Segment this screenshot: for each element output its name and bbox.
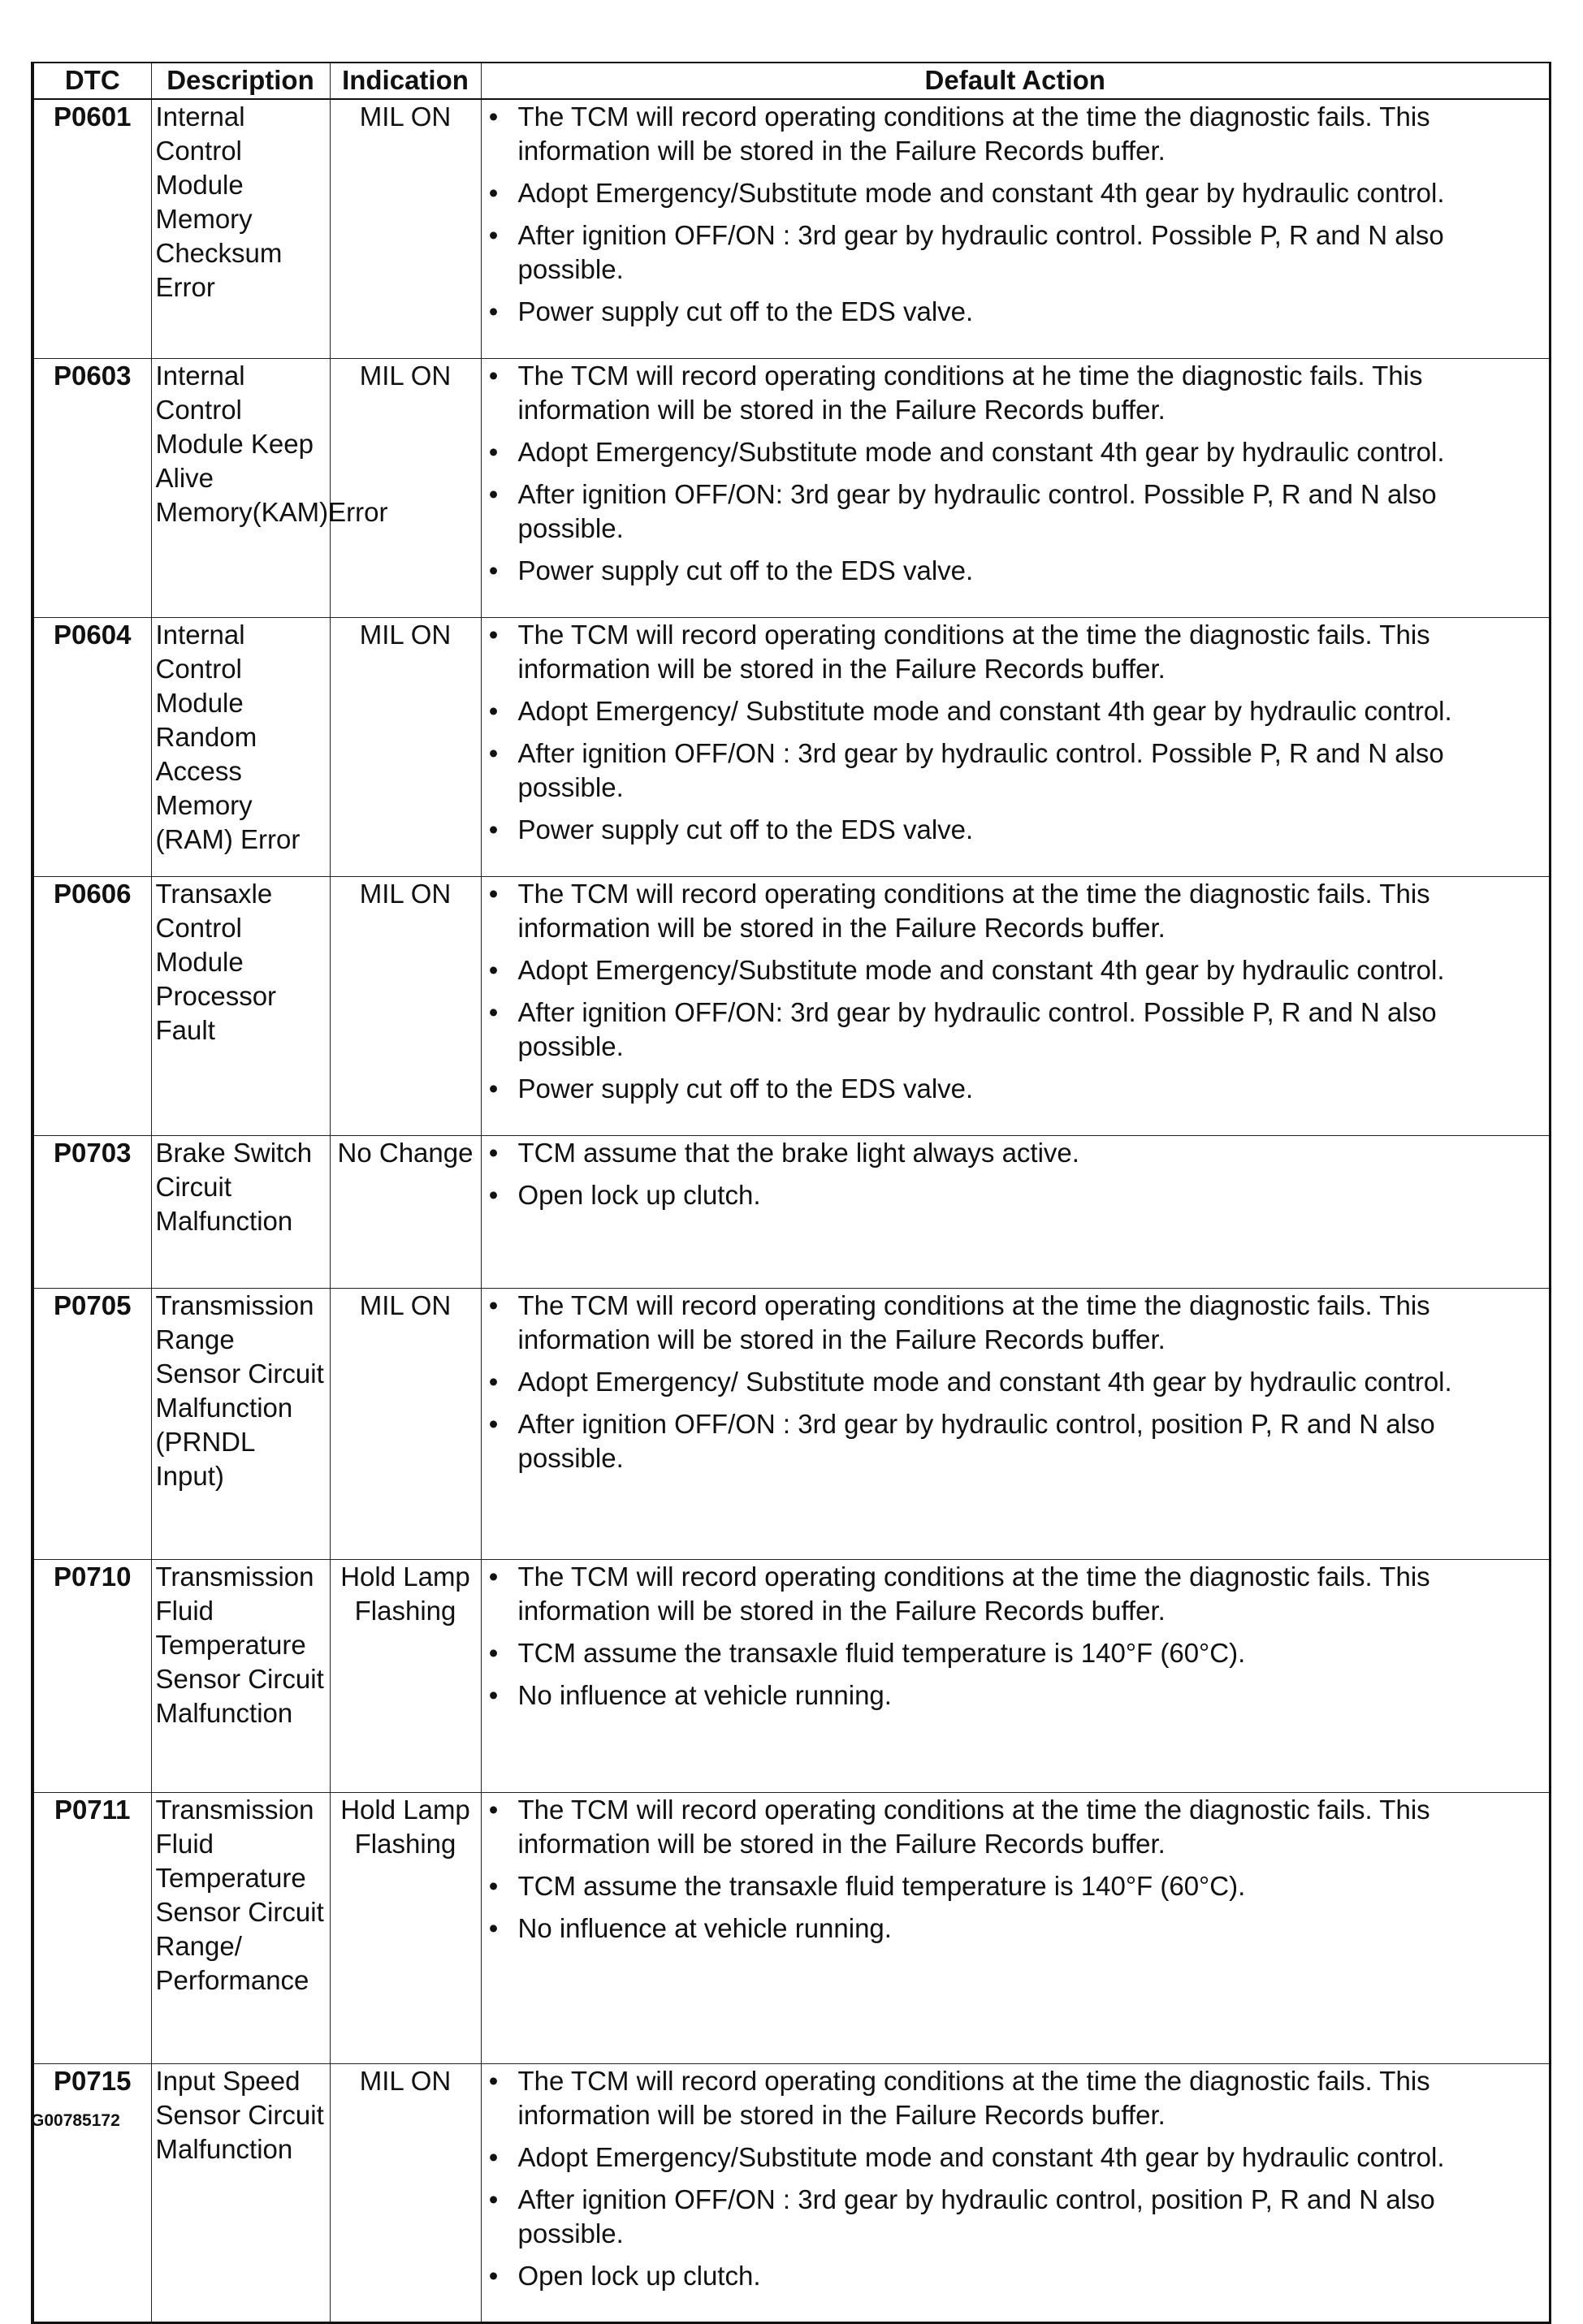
- default-action-cell: [481, 2063, 1551, 2322]
- action-item: [486, 1072, 1546, 1106]
- action-text: After ignition OFF/ON: 3rd gear by hydraulic control. Possible P, R and N also possible.: [517, 478, 1437, 543]
- action-text: TCM assume the transaxle fluid temperature is 140°F (60°C).: [517, 1870, 1246, 1901]
- description-cell: Transmission Range Sensor Circuit Malfunction (PRNDL Input): [151, 1288, 330, 1559]
- action-item: [486, 2140, 1546, 2175]
- action-text: The TCM will record operating conditions at the time the diagnostic fails. This information will be stored in the Failure Records buffer.: [517, 619, 1430, 684]
- dtc-cell: P0703: [32, 1135, 151, 1288]
- action-text: Adopt Emergency/ Substitute mode and constant 4th gear by hydraulic control.: [517, 695, 1452, 726]
- action-item: [486, 1793, 1546, 1861]
- action-item: [486, 1560, 1546, 1628]
- indication-cell: No Change: [330, 1135, 481, 1288]
- default-action-cell: [481, 1559, 1551, 1792]
- action-text: After ignition OFF/ON : 3rd gear by hydraulic control, position P, R and N also possible.: [517, 1408, 1435, 1473]
- indication-cell: MIL ON: [330, 876, 481, 1135]
- bullet-icon: •: [488, 360, 499, 391]
- action-text: After ignition OFF/ON : 3rd gear by hydraulic control. Possible P, R and N also possible.: [517, 737, 1444, 802]
- action-item: [486, 996, 1546, 1064]
- action-item: [486, 953, 1546, 987]
- indication-cell: MIL ON: [330, 358, 481, 617]
- action-item: [486, 1178, 1546, 1212]
- bullet-icon: •: [488, 1408, 499, 1439]
- dtc-cell: P0711: [32, 1792, 151, 2063]
- default-action-cell: [481, 1288, 1551, 1559]
- bullet-icon: •: [488, 102, 499, 132]
- description-cell: Transmission Fluid Temperature Sensor Circuit Malfunction: [151, 1559, 330, 1792]
- figure-id: G00785172: [31, 2111, 120, 2130]
- indication-cell: MIL ON: [330, 2063, 481, 2322]
- bullet-icon: •: [488, 1073, 499, 1104]
- dtc-cell: P0604: [32, 617, 151, 876]
- action-text: No influence at vehicle running.: [517, 1679, 892, 1710]
- dtc-cell: P0710: [32, 1559, 151, 1792]
- bullet-icon: •: [488, 2065, 499, 2096]
- indication-cell: Hold Lamp Flashing: [330, 1792, 481, 2063]
- action-list: [486, 1793, 1546, 1946]
- bullet-icon: •: [488, 1679, 499, 1710]
- bullet-icon: •: [488, 737, 499, 768]
- default-action-cell: [481, 617, 1551, 876]
- action-list: [486, 100, 1546, 329]
- table-row: [32, 2063, 1551, 2322]
- description-cell: Internal Control Module Random Access Memory (RAM) Error: [151, 617, 330, 876]
- bullet-icon: •: [488, 1289, 499, 1320]
- table-header: [32, 63, 1551, 99]
- action-text: Open lock up clutch.: [517, 1179, 761, 1210]
- action-item: [486, 1407, 1546, 1475]
- bullet-icon: •: [488, 178, 499, 208]
- action-text: Power supply cut off to the EDS valve.: [517, 1073, 974, 1104]
- indication-cell: Hold Lamp Flashing: [330, 1559, 481, 1792]
- default-action-cell: [481, 1135, 1551, 1288]
- header-default-action: Default Action: [481, 63, 1551, 99]
- header-row: [32, 63, 1551, 99]
- action-text: Adopt Emergency/Substitute mode and constant 4th gear by hydraulic control.: [517, 178, 1445, 208]
- bullet-icon: •: [488, 296, 499, 326]
- action-list: [486, 1560, 1546, 1713]
- action-text: Adopt Emergency/Substitute mode and constant 4th gear by hydraulic control.: [517, 2141, 1445, 2172]
- action-item: [486, 2183, 1546, 2251]
- action-item: [486, 877, 1546, 945]
- action-item: [486, 694, 1546, 728]
- bullet-icon: •: [488, 2141, 499, 2172]
- bullet-icon: •: [488, 1179, 499, 1210]
- indication-cell: MIL ON: [330, 617, 481, 876]
- bullet-icon: •: [488, 878, 499, 909]
- description-cell: Brake Switch Circuit Malfunction: [151, 1135, 330, 1288]
- action-item: [486, 1678, 1546, 1713]
- table-row: [32, 1135, 1551, 1288]
- bullet-icon: •: [488, 1870, 499, 1901]
- action-item: [486, 218, 1546, 287]
- action-text: The TCM will record operating conditions at the time the diagnostic fails. This information will be stored in the Failure Records buffer.: [517, 1794, 1430, 1859]
- action-item: [486, 618, 1546, 686]
- action-text: The TCM will record operating conditions at the time the diagnostic fails. This information will be stored in the Failure Records buffer.: [517, 1289, 1430, 1354]
- bullet-icon: •: [488, 1366, 499, 1397]
- table-row: [32, 617, 1551, 876]
- dtc-cell: P0715: [32, 2063, 151, 2322]
- action-text: The TCM will record operating conditions at the time the diagnostic fails. This information will be stored in the Failure Records buffer.: [517, 878, 1430, 943]
- header-indication: Indication: [330, 63, 481, 99]
- bullet-icon: •: [488, 220, 499, 250]
- action-item: [486, 295, 1546, 329]
- action-item: [486, 1869, 1546, 1903]
- bullet-icon: •: [488, 478, 499, 509]
- description-cell: Transmission Fluid Temperature Sensor Circuit Range/ Performance: [151, 1792, 330, 2063]
- action-item: [486, 737, 1546, 805]
- default-action-cell: [481, 1792, 1551, 2063]
- bullet-icon: •: [488, 1561, 499, 1592]
- action-list: [486, 877, 1546, 1106]
- table-row: [32, 358, 1551, 617]
- bullet-icon: •: [488, 619, 499, 650]
- bullet-icon: •: [488, 555, 499, 585]
- action-item: [486, 359, 1546, 427]
- action-text: Adopt Emergency/Substitute mode and constant 4th gear by hydraulic control.: [517, 436, 1445, 467]
- default-action-cell: [481, 358, 1551, 617]
- action-item: [486, 435, 1546, 469]
- table-row: [32, 876, 1551, 1135]
- table-row: [32, 1792, 1551, 2063]
- action-text: Power supply cut off to the EDS valve.: [517, 296, 974, 326]
- bullet-icon: •: [488, 695, 499, 726]
- action-text: After ignition OFF/ON : 3rd gear by hydraulic control, position P, R and N also possible.: [517, 2184, 1435, 2248]
- bullet-icon: •: [488, 1794, 499, 1825]
- action-item: [486, 1136, 1546, 1170]
- action-item: [486, 1289, 1546, 1357]
- action-list: [486, 1289, 1546, 1475]
- bullet-icon: •: [488, 1637, 499, 1668]
- dtc-cell: P0603: [32, 358, 151, 617]
- action-item: [486, 1911, 1546, 1946]
- action-text: Power supply cut off to the EDS valve.: [517, 814, 974, 845]
- action-list: [486, 359, 1546, 588]
- action-item: [486, 1365, 1546, 1399]
- description-cell: Input Speed Sensor Circuit Malfunction: [151, 2063, 330, 2322]
- indication-cell: MIL ON: [330, 1288, 481, 1559]
- action-text: No influence at vehicle running.: [517, 1912, 892, 1943]
- action-text: After ignition OFF/ON : 3rd gear by hydraulic control. Possible P, R and N also possible.: [517, 220, 1444, 284]
- action-list: [486, 1136, 1546, 1212]
- bullet-icon: •: [488, 436, 499, 467]
- default-action-cell: [481, 876, 1551, 1135]
- action-list: [486, 2064, 1546, 2293]
- action-item: [486, 1636, 1546, 1670]
- action-text: TCM assume the transaxle fluid temperature is 140°F (60°C).: [517, 1637, 1246, 1668]
- action-text: The TCM will record operating conditions at the time the diagnostic fails. This information will be stored in the Failure Records buffer.: [517, 2065, 1430, 2130]
- default-action-cell: [481, 99, 1551, 358]
- table-row: [32, 1559, 1551, 1792]
- action-item: [486, 100, 1546, 168]
- dtc-table: [31, 62, 1551, 2324]
- header-dtc: DTC: [32, 63, 151, 99]
- action-text: Adopt Emergency/Substitute mode and constant 4th gear by hydraulic control.: [517, 954, 1445, 985]
- action-item: [486, 554, 1546, 588]
- bullet-icon: •: [488, 814, 499, 845]
- action-text: TCM assume that the brake light always active.: [517, 1137, 1079, 1168]
- bullet-icon: •: [488, 954, 499, 985]
- bullet-icon: •: [488, 1137, 499, 1168]
- action-text: Open lock up clutch.: [517, 2260, 761, 2291]
- dtc-cell: P0606: [32, 876, 151, 1135]
- action-item: [486, 813, 1546, 847]
- action-item: [486, 176, 1546, 210]
- action-text: Power supply cut off to the EDS valve.: [517, 555, 974, 585]
- description-cell: Internal Control Module Memory Checksum Error: [151, 99, 330, 358]
- action-list: [486, 618, 1546, 847]
- bullet-icon: •: [488, 1912, 499, 1943]
- dtc-cell: P0601: [32, 99, 151, 358]
- dtc-cell: P0705: [32, 1288, 151, 1559]
- action-text: Adopt Emergency/ Substitute mode and constant 4th gear by hydraulic control.: [517, 1366, 1452, 1397]
- action-text: The TCM will record operating conditions at the time the diagnostic fails. This information will be stored in the Failure Records buffer.: [517, 102, 1430, 166]
- action-text: The TCM will record operating conditions at the time the diagnostic fails. This information will be stored in the Failure Records buffer.: [517, 1561, 1430, 1626]
- bullet-icon: •: [488, 2184, 499, 2214]
- description-cell: Transaxle Control Module Processor Fault: [151, 876, 330, 1135]
- action-item: [486, 477, 1546, 546]
- header-description: Description: [151, 63, 330, 99]
- indication-cell: MIL ON: [330, 99, 481, 358]
- action-item: [486, 2259, 1546, 2293]
- table-row: [32, 1288, 1551, 1559]
- action-item: [486, 2064, 1546, 2132]
- bullet-icon: •: [488, 996, 499, 1027]
- action-text: After ignition OFF/ON: 3rd gear by hydraulic control. Possible P, R and N also possible.: [517, 996, 1437, 1061]
- action-text: The TCM will record operating conditions at he time the diagnostic fails. This information will be stored in the Failure Records buffer.: [517, 360, 1423, 425]
- table-row: [32, 99, 1551, 358]
- description-cell: Internal Control Module Keep Alive Memory(KAM)Error: [151, 358, 330, 617]
- bullet-icon: •: [488, 2260, 499, 2291]
- table-body: [32, 99, 1551, 2322]
